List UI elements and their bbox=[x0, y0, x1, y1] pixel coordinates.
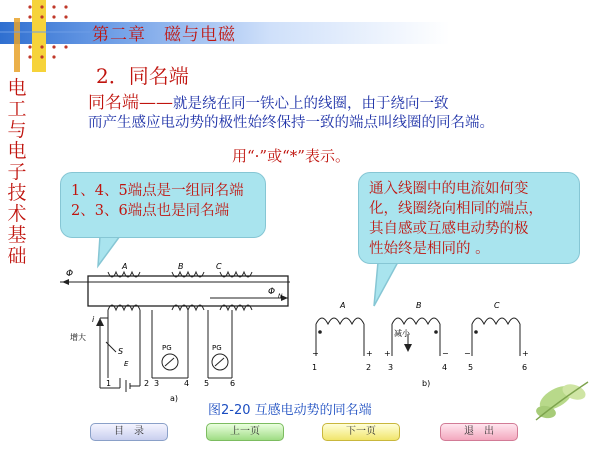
fig-a-terminal-6: 6 bbox=[230, 379, 236, 388]
callout-right-line1: 通入线圈中的电流如何变 bbox=[369, 181, 529, 197]
fig-a-terminal-5: 5 bbox=[204, 379, 210, 388]
source-label: E bbox=[124, 360, 129, 368]
fig-b-coil-c: C bbox=[494, 301, 500, 310]
chapter-title: 第二章 磁与电磁 bbox=[92, 25, 236, 45]
fig-b-sign-1: − bbox=[312, 349, 319, 358]
figure-b-coils bbox=[296, 296, 542, 396]
figure-a-circuit bbox=[60, 258, 290, 404]
callout-right-line3: 其自感或互感电动势的极 bbox=[369, 221, 529, 237]
callout-right bbox=[358, 172, 580, 264]
coil-a-label: A bbox=[122, 262, 128, 271]
fig-a-terminal-4: 4 bbox=[184, 379, 190, 388]
definition-line2: 而产生感应电动势的极性始终保持一致的端点叫线圈的同名端。 bbox=[88, 115, 494, 131]
switch-label: S bbox=[118, 347, 124, 356]
sidebar-title: 电工与电子技术基础 bbox=[7, 77, 27, 267]
fig-b-coil-a: A bbox=[340, 301, 346, 310]
fig-b-terminal-1: 1 bbox=[312, 363, 318, 372]
flux-right-sub: N bbox=[278, 293, 283, 300]
contents-button[interactable]: 目 录 bbox=[90, 423, 168, 441]
coil-b-label: B bbox=[178, 262, 184, 271]
fig-a-terminal-1: 1 bbox=[106, 379, 112, 388]
flux-right-label: Φ bbox=[268, 287, 276, 297]
callout-right-line4: 性始终是相同的 。 bbox=[369, 241, 490, 257]
meter-2-label: PG bbox=[212, 344, 222, 352]
callout-right-line2: 化，线圈绕向相同的端点， bbox=[369, 201, 543, 217]
fig-b-terminal-3: 3 bbox=[388, 363, 394, 372]
increase-label: 增大 bbox=[70, 333, 86, 342]
flux-left-label: Φ bbox=[66, 269, 74, 279]
figure-caption: 图2-20 互感电动势的同名端 bbox=[208, 403, 372, 418]
definition-line1: 就是绕在同一铁心上的线圈，由于绕向一致 bbox=[173, 96, 449, 112]
callout-left bbox=[60, 172, 266, 238]
next-page-button[interactable]: 下一页 bbox=[322, 423, 400, 441]
callout-left-line2: 2、3、6端点也是同名端 bbox=[71, 203, 230, 219]
callout-left-line1: 1、4、5端点是一组同名端 bbox=[71, 183, 244, 199]
section-title: 2．同名端 bbox=[96, 64, 189, 88]
current-label: i bbox=[92, 315, 95, 324]
exit-button[interactable]: 退 出 bbox=[440, 423, 518, 441]
fig-b-sign-3: + bbox=[384, 349, 391, 358]
fig-a-label: a) bbox=[170, 394, 179, 403]
definition-keyword: 同名端—— bbox=[88, 93, 173, 113]
decrease-label: 减小 bbox=[394, 329, 410, 338]
coil-c-label: C bbox=[216, 262, 222, 271]
notation-text: 用“·”或“*”表示。 bbox=[232, 147, 350, 165]
fig-b-terminal-2: 2 bbox=[366, 363, 372, 372]
fig-a-terminal-3: 3 bbox=[154, 379, 160, 388]
fig-b-label: b) bbox=[422, 379, 431, 388]
fig-b-sign-2: + bbox=[366, 349, 373, 358]
fig-a-terminal-2: 2 bbox=[144, 379, 150, 388]
leaf-icon bbox=[528, 372, 594, 424]
fig-b-sign-6: + bbox=[522, 349, 529, 358]
fig-b-sign-5: − bbox=[464, 349, 471, 358]
fig-b-terminal-6: 6 bbox=[522, 363, 528, 372]
fig-b-terminal-4: 4 bbox=[442, 363, 448, 372]
fig-b-coil-b: B bbox=[416, 301, 422, 310]
fig-b-terminal-5: 5 bbox=[468, 363, 474, 372]
fig-b-sign-4: − bbox=[442, 349, 449, 358]
prev-page-button[interactable]: 上一页 bbox=[206, 423, 284, 441]
meter-1-label: PG bbox=[162, 344, 172, 352]
iron-core bbox=[88, 276, 288, 306]
